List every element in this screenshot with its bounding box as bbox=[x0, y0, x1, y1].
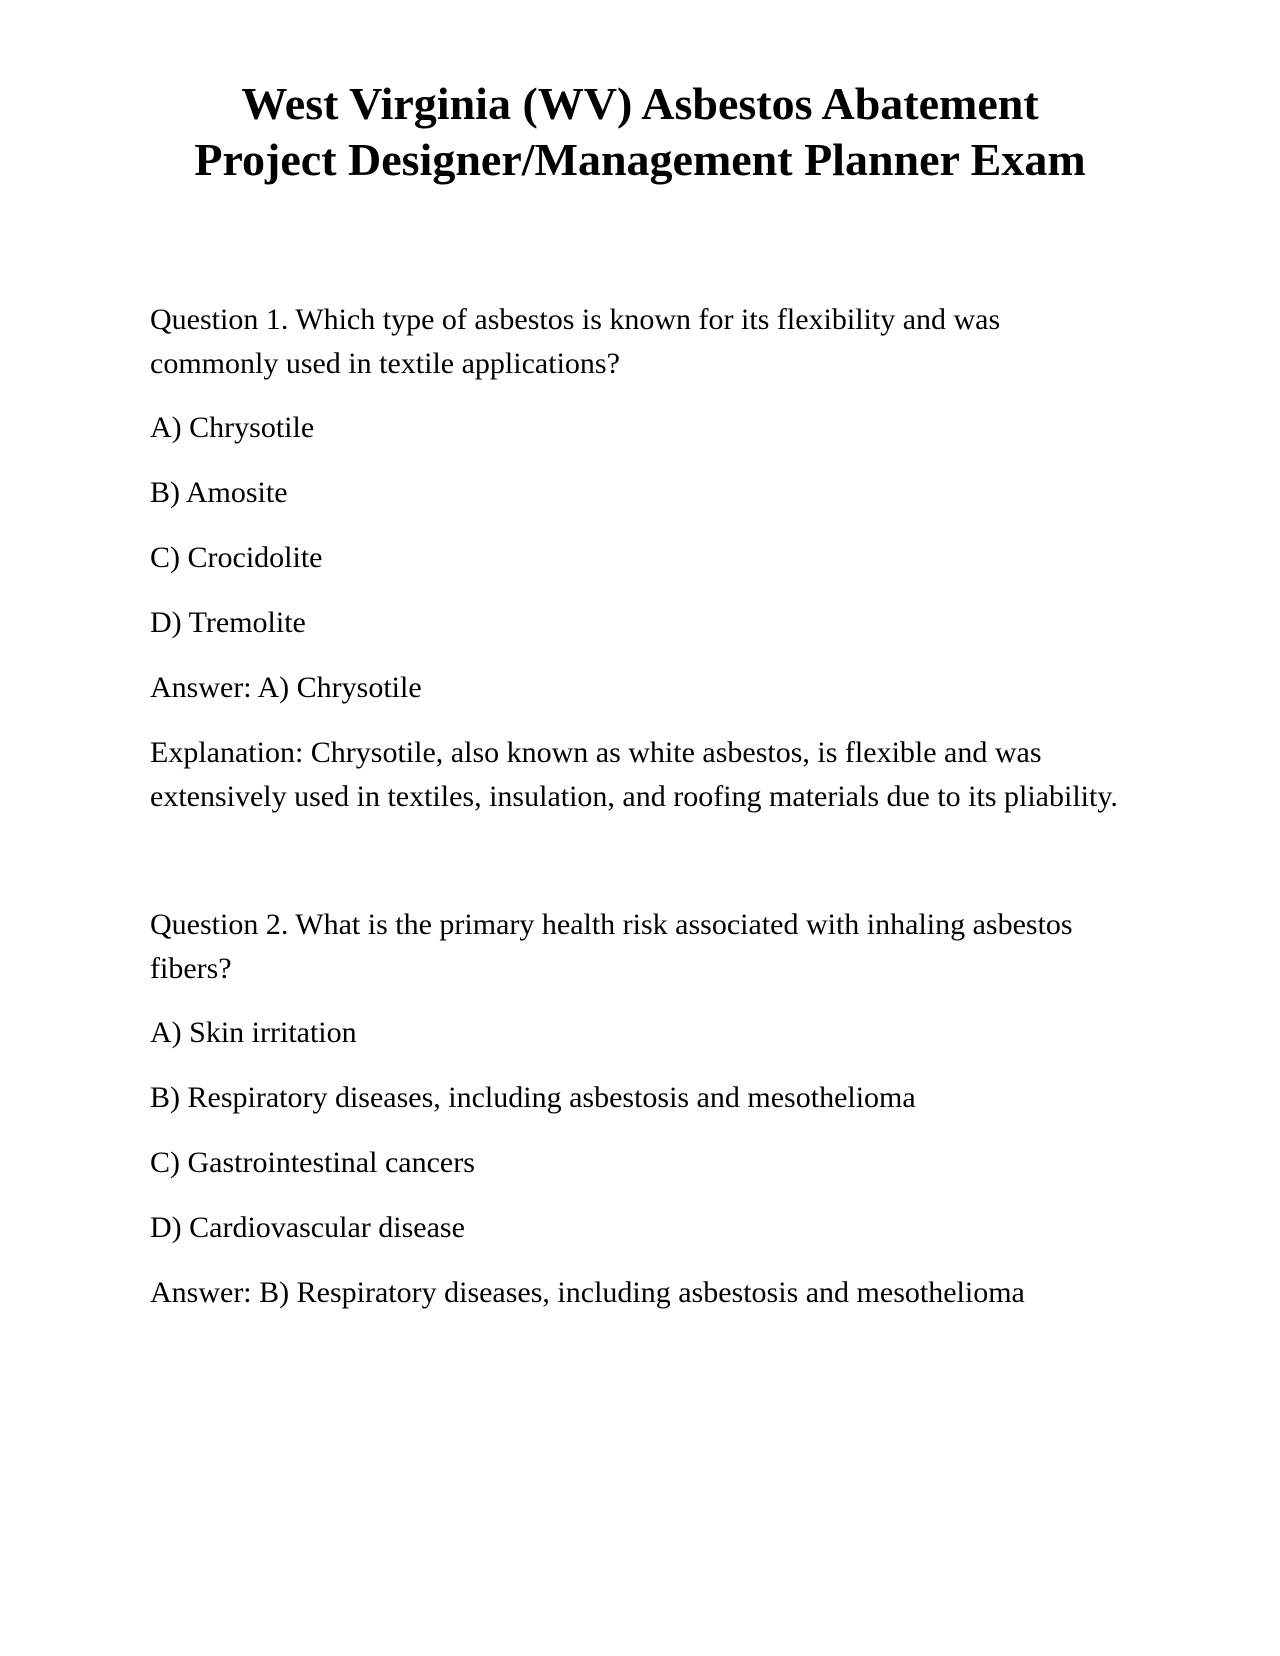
question-2-option-b: B) Respiratory diseases, including asbestosis and mesothelioma bbox=[150, 1081, 916, 1114]
question-1-option-a: A) Chrysotile bbox=[150, 411, 315, 444]
question-1 bbox=[150, 298, 1130, 819]
question-2-option-a: A) Skin irritation bbox=[150, 1016, 357, 1049]
question-1-option-b: B) Amosite bbox=[150, 476, 288, 509]
title-line-1: West Virginia (WV) Asbestos Abatement bbox=[241, 78, 1039, 129]
question-2-option-c: C) Gastrointestinal cancers bbox=[150, 1146, 475, 1179]
question-2-answer: Answer: B) Respiratory diseases, including asbestosis and mesothelioma bbox=[150, 1276, 1025, 1309]
question-2-text: Question 2. What is the primary health risk associated with inhaling asbestos fibers? bbox=[150, 908, 1073, 985]
question-1-option-c: C) Crocidolite bbox=[150, 541, 323, 574]
title-line-2: Project Designer/Management Planner Exam bbox=[194, 134, 1086, 185]
question-1-answer: Answer: A) Chrysotile bbox=[150, 671, 422, 704]
question-1-text: Question 1. Which type of asbestos is known for its flexibility and was commonly used in textile applications? bbox=[150, 303, 1001, 380]
question-2-option-d: D) Cardiovascular disease bbox=[150, 1211, 465, 1244]
document-title bbox=[150, 76, 1130, 188]
question-1-explanation: Explanation: Chrysotile, also known as white asbestos, is flexible and was extensively used in textiles, insulation, and roofing materials due to its pliability. bbox=[150, 736, 1118, 813]
question-2 bbox=[150, 903, 1130, 1315]
question-1-option-d: D) Tremolite bbox=[150, 606, 306, 639]
